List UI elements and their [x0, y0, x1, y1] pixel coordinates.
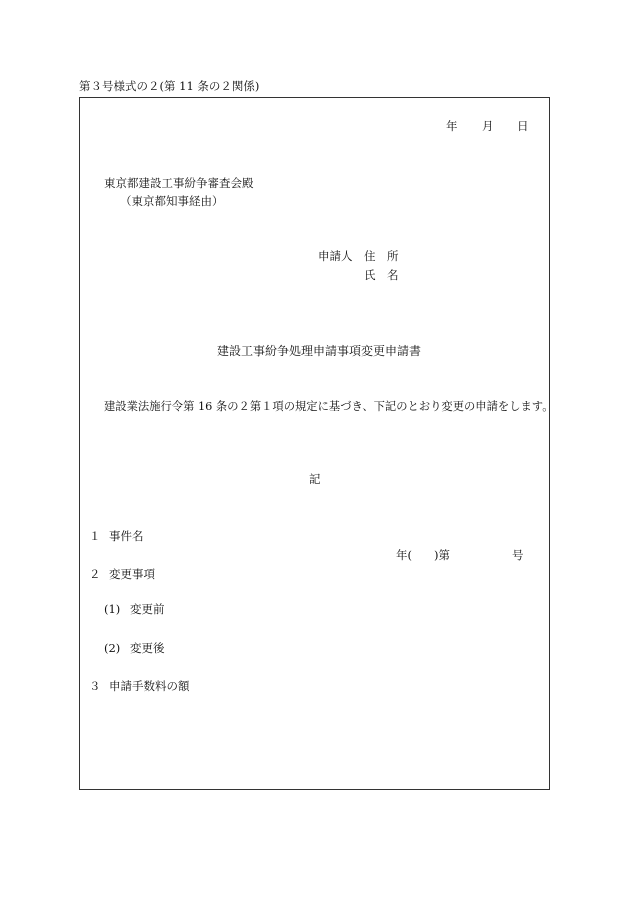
item-1-label: 事件名 [109, 529, 144, 543]
case-year-label: 年( [396, 548, 412, 562]
item-2-1-number: (1) [104, 602, 121, 616]
form-title: 建設工事紛争処理申請事項変更申請書 [217, 344, 422, 358]
date-month-label: 月 [482, 119, 494, 133]
item-2-number: ２ [89, 567, 101, 581]
applicant-label: 申請人 [318, 249, 353, 263]
form-number: 第３号様式の２(第 11 条の２関係) [79, 79, 260, 93]
addressee: 東京都建設工事紛争審査会殿 [104, 176, 254, 190]
item-2-2-number: (2) [104, 641, 121, 655]
body-text: 建設業法施行令第 16 条の２第１項の規定に基づき、下記のとおり変更の申請をします。 [104, 400, 554, 413]
item-3-label: 申請手数料の額 [109, 679, 190, 693]
address-label: 住 所 [364, 249, 399, 263]
item-2-2-label: 変更後 [130, 641, 165, 655]
date-year-label: 年 [446, 119, 458, 133]
item-2-label: 変更事項 [109, 567, 155, 581]
case-number-label: 号 [512, 548, 524, 562]
item-3-number: ３ [89, 679, 101, 693]
name-label: 氏 名 [364, 268, 399, 282]
date-day-label: 日 [517, 119, 529, 133]
via-governor: （東京都知事経由） [120, 194, 224, 208]
item-1-number: １ [89, 529, 101, 543]
item-2-1-label: 変更前 [130, 602, 165, 616]
ki-heading: 記 [309, 472, 321, 486]
case-close-label: )第 [434, 548, 450, 562]
